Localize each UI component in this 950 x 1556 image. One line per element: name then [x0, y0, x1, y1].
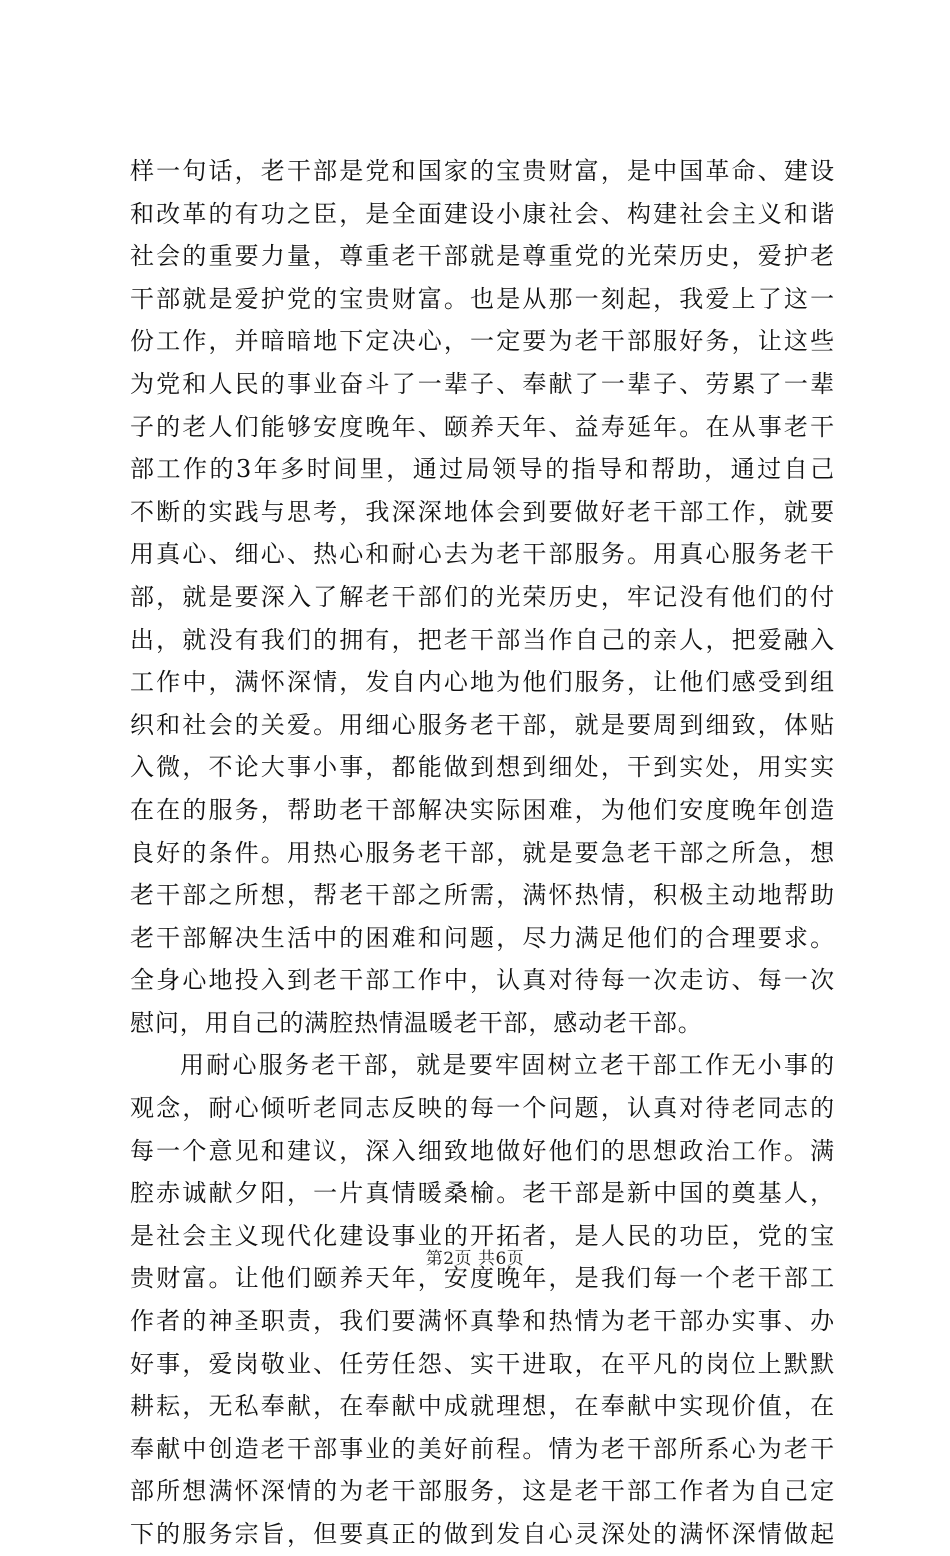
- text-line: 不断的实践与思考，我深深地体会到要做好老干部工作，就要: [130, 497, 835, 526]
- text-line: 为党和人民的事业奋斗了一辈子、奉献了一辈子、劳累了一辈: [130, 369, 835, 398]
- page-number-footer: 第2页 共6页: [425, 1249, 525, 1269]
- text-line-paragraph-start: 用耐心服务老干部，就是要牢固树立老干部工作无小事的: [180, 1051, 835, 1080]
- body-text: [130, 150, 835, 1556]
- text-line: 入微，不论大事小事，都能做到想到细处，干到实处，用实实: [130, 753, 835, 782]
- text-line: 织和社会的关爱。用细心服务老干部，就是要周到细致，体贴: [130, 710, 835, 739]
- text-line: 份工作，并暗暗地下定决心，一定要为老干部服好务，让这些: [130, 327, 835, 356]
- text-line: 观念，耐心倾听老同志反映的每一个问题，认真对待老同志的: [130, 1094, 835, 1123]
- text-line: 作者的神圣职责，我们要满怀真挚和热情为老干部办实事、办: [130, 1307, 835, 1336]
- text-line: 和改革的有功之臣，是全面建设小康社会、构建社会主义和谐: [130, 199, 835, 228]
- text-line: 部所想满怀深情的为老干部服务，这是老干部工作者为自己定: [130, 1477, 835, 1506]
- text-line: 干部就是爱护党的宝贵财富。也是从那一刻起，我爱上了这一: [130, 284, 835, 313]
- text-line: 样一句话，老干部是党和国家的宝贵财富，是中国革命、建设: [130, 157, 835, 185]
- text-line: 下的服务宗旨，但要真正的做到发自心灵深处的满怀深情做起: [130, 1520, 835, 1548]
- text-line: 子的老人们能够安度晚年、颐养天年、益寿延年。在从事老干: [130, 412, 835, 441]
- text-line: 腔赤诚献夕阳，一片真情暖桑榆。老干部是新中国的奠基人，: [130, 1179, 835, 1208]
- text-line: 老干部之所想，帮老干部之所需，满怀热情，积极主动地帮助: [130, 881, 835, 910]
- text-line: 每一个意见和建议，深入细致地做好他们的思想政治工作。满: [130, 1136, 835, 1165]
- text-line: 良好的条件。用热心服务老干部，就是要急老干部之所急，想: [130, 838, 835, 867]
- text-line: 用真心、细心、热心和耐心去为老干部服务。用真心服务老干: [130, 540, 835, 569]
- text-line: 出，就没有我们的拥有，把老干部当作自己的亲人，把爱融入: [130, 625, 835, 654]
- text-line: 部，就是要深入了解老干部们的光荣历史，牢记没有他们的付: [130, 582, 835, 611]
- text-line: 耕耘，无私奉献，在奉献中成就理想，在奉献中实现价值，在: [130, 1392, 835, 1421]
- text-line: 奉献中创造老干部事业的美好前程。情为老干部所系心为老干: [130, 1434, 835, 1463]
- text-line: 好事，爱岗敬业、任劳任怨、实干进取，在平凡的岗位上默默: [130, 1349, 835, 1378]
- text-line: 是社会主义现代化建设事业的开拓者，是人民的功臣，党的宝: [130, 1221, 835, 1250]
- text-line: 部工作的3年多时间里，通过局领导的指导和帮助，通过自己: [130, 455, 835, 484]
- text-line: 在在的服务，帮助老干部解决实际困难，为他们安度晚年创造: [130, 795, 835, 824]
- text-line: 贵财富。让他们颐养天年，安度晚年，是我们每一个老干部工: [130, 1264, 835, 1293]
- text-line: 工作中，满怀深情，发自内心地为他们服务，让他们感受到组: [130, 668, 835, 697]
- text-line: 老干部解决生活中的困难和问题，尽力满足他们的合理要求。: [130, 923, 835, 952]
- text-line: 全身心地投入到老干部工作中，认真对待每一次走访、每一次: [130, 966, 835, 995]
- text-line: 社会的重要力量，尊重老干部就是尊重党的光荣历史，爱护老: [130, 242, 835, 271]
- text-line-paragraph-end: 慰问，用自己的满腔热情温暖老干部，感动老干部。: [130, 1008, 703, 1037]
